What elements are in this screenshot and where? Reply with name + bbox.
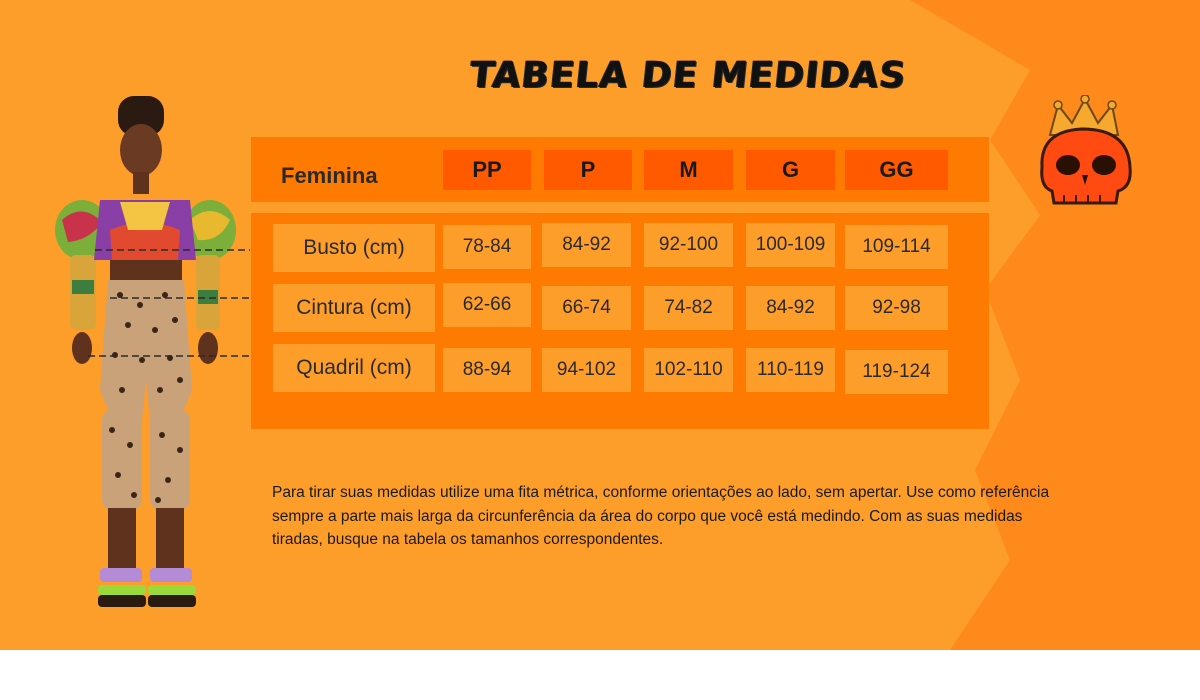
page-title: TABELA DE MEDIDAS [467, 55, 909, 96]
size-header-pp: PP [443, 150, 531, 190]
table-cell: 78-84 [443, 225, 531, 269]
table-cell: 62-66 [443, 283, 531, 327]
table-cell: 102-110 [644, 348, 733, 392]
measurement-guide-lines [0, 240, 260, 520]
table-cell: 110-119 [746, 348, 835, 392]
row-label-busto: Busto (cm) [273, 224, 435, 272]
table-cell: 109-114 [845, 225, 948, 269]
table-cell: 66-74 [542, 286, 631, 330]
size-header-p: P [544, 150, 632, 190]
measurement-instructions: Para tirar suas medidas utilize uma fita métrica, conforme orientações ao lado, sem apertar. Use como referência sempre a parte mais larga da circunferência da área do corpo que você está medindo. Com as suas medidas tiradas, busque na tabela os tamanhos correspondentes. [272, 484, 1050, 548]
size-header-gg: GG [845, 150, 948, 190]
row-label-cintura: Cintura (cm) [273, 284, 435, 332]
table-cell: 84-92 [746, 286, 835, 330]
measurements-table [251, 213, 989, 429]
table-cell: 84-92 [542, 223, 631, 267]
table-cell: 92-100 [644, 223, 733, 267]
table-cell: 94-102 [542, 348, 631, 392]
size-header-m: M [644, 150, 733, 190]
table-cell: 88-94 [443, 348, 531, 392]
table-cell: 119-124 [845, 350, 948, 394]
row-label-quadril: Quadril (cm) [273, 344, 435, 392]
skull-with-crown-icon [1030, 95, 1140, 210]
table-cell: 92-98 [845, 286, 948, 330]
size-header-g: G [746, 150, 835, 190]
size-header-bar [251, 137, 989, 202]
table-cell: 74-82 [644, 286, 733, 330]
gender-label: Feminina [281, 163, 378, 188]
table-cell: 100-109 [746, 223, 835, 267]
